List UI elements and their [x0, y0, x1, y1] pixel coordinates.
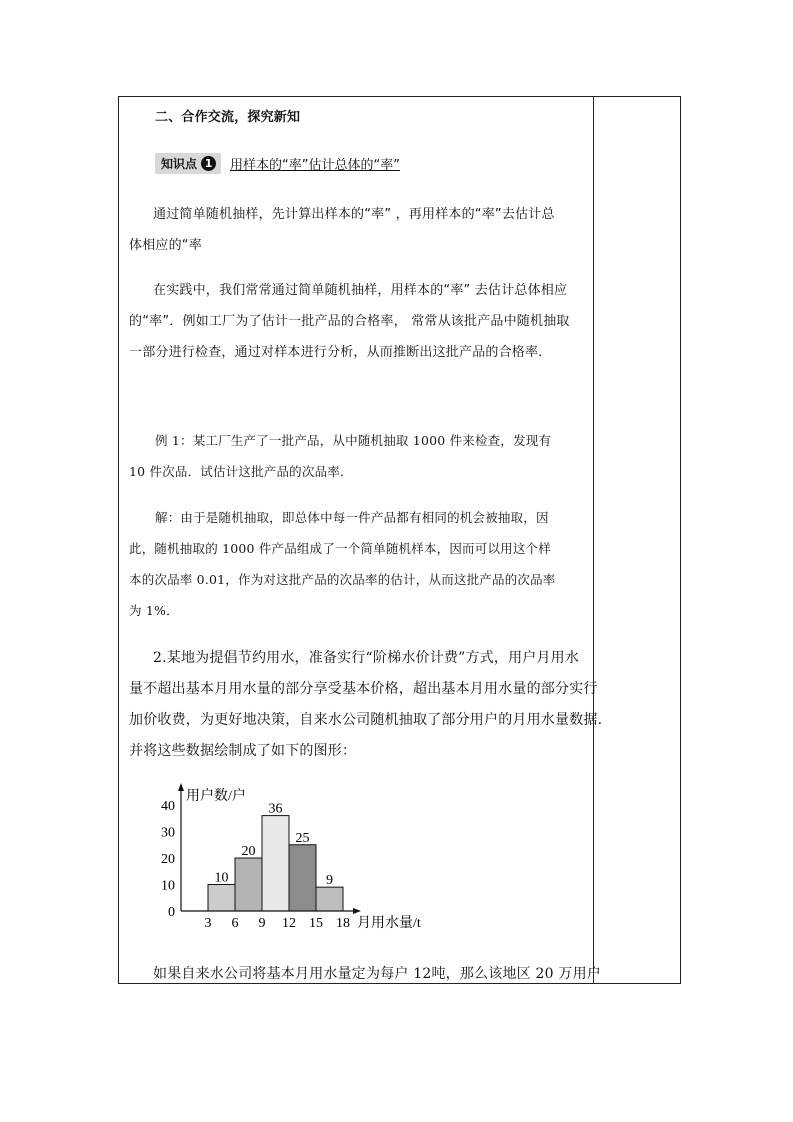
x-tick-label-12: 12	[282, 916, 296, 931]
solution-line-4: 为 1%．	[129, 603, 179, 618]
y-axis-label: 用户数/户	[186, 789, 246, 804]
paragraph-1-line-1: 通过简单随机抽样，先计算出样本的“率” ，再用样本的“率”去估计总	[153, 207, 555, 222]
bar-value-label-4: 25	[295, 830, 310, 846]
knowledge-point-header	[155, 153, 400, 174]
x-axis-label: 月用水量/t	[357, 916, 421, 931]
x-tick-label-18: 18	[336, 916, 350, 931]
y-tick-label-10: 10	[161, 878, 175, 894]
y-tick-label-0: 0	[168, 905, 175, 920]
water-usage-histogram	[144, 783, 464, 933]
knowledge-point-badge-label: 知识点	[161, 157, 198, 171]
paragraph-2-line-1: 在实践中，我们常常通过简单随机抽样，用样本的“率” 去估计总体相应	[153, 283, 568, 298]
knowledge-point-number: 1	[201, 156, 216, 171]
x-tick-label-6: 6	[231, 916, 239, 931]
bar-value-label-5: 9	[326, 873, 333, 889]
histogram-bar-2	[235, 858, 262, 911]
example-1-line-1: 例 1：某工厂生产了一批产品，从中随机抽取 1000 件来检查，发现有	[155, 433, 552, 448]
bar-value-label-1: 10	[214, 870, 229, 886]
problem-2-line-4: 并将这些数据绘制成了如下的图形：	[129, 743, 357, 759]
y-tick-label-20: 20	[161, 852, 175, 867]
column-divider	[593, 97, 594, 983]
histogram-bar-5	[316, 887, 343, 911]
histogram-bar-4	[289, 845, 316, 911]
problem-2-line-5: 如果自来水公司将基本月用水量定为每户 12吨，那么该地区 20 万用户	[153, 966, 601, 982]
problem-2-line-1: 2.某地为提倡节约用水，准备实行“阶梯水价计费”方式，用户月用水	[153, 650, 580, 666]
x-tick-label-9: 9	[258, 916, 266, 931]
paragraph-1-line-2: 体相应的“率	[129, 238, 202, 253]
bar-value-label-2: 20	[241, 844, 256, 859]
lesson-table	[118, 96, 681, 984]
problem-2-line-3: 加价收费，为更好地决策，自来水公司随机抽取了部分用户的月用水量数据.	[129, 712, 603, 728]
knowledge-point-title: 用样本的“率”估计总体的“率”	[230, 158, 400, 173]
x-tick-label-3: 3	[204, 916, 212, 931]
y-tick-label-40: 40	[161, 799, 175, 814]
section-heading: 二、合作交流，探究新知	[155, 110, 301, 125]
knowledge-point-badge	[155, 153, 221, 174]
histogram-bar-3	[262, 816, 289, 911]
solution-line-3: 本的次品率 0.01，作为对这批产品的次品率的估计，从而这批产品的次品率	[129, 572, 556, 587]
x-tick-label-15: 15	[309, 916, 323, 931]
paragraph-2-line-3: 一部分进行检查，通过对样本进行分析，从而推断出这批产品的合格率．	[129, 345, 552, 360]
y-tick-label-30: 30	[161, 825, 175, 841]
example-1-line-2: 10 件次品．试估计这批产品的次品率．	[129, 464, 353, 479]
paragraph-2-line-2: 的“率”．例如工厂为了估计一批产品的合格率， 常常从该批产品中随机抽取	[129, 314, 570, 329]
solution-line-2: 此，随机抽取的 1000 件产品组成了一个简单随机样本，因而可以用这个样	[129, 541, 551, 556]
histogram-bar-1	[208, 885, 235, 912]
solution-line-1: 解：由于是随机抽取，即总体中每一件产品都有相同的机会被抽取，因	[155, 510, 549, 525]
problem-2-line-2: 量不超出基本月用水量的部分享受基本价格，超出基本月用水量的部分实行	[129, 681, 598, 697]
bar-value-label-3: 36	[268, 801, 283, 817]
